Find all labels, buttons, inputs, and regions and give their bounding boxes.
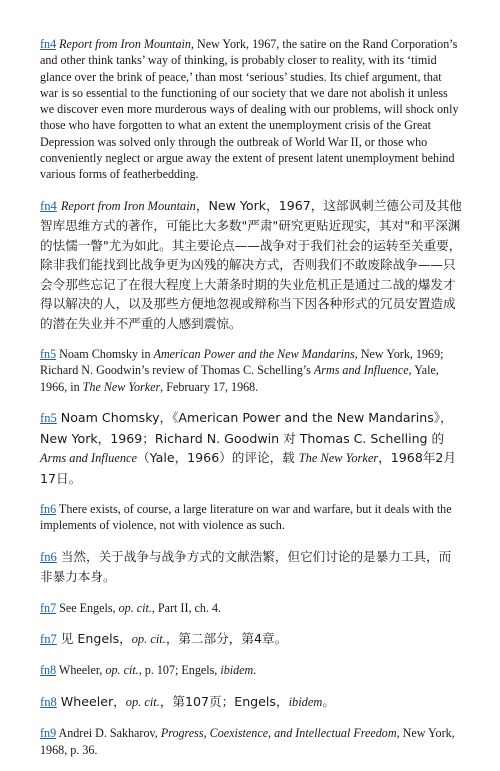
- footnote-text: The New Yorker: [298, 451, 379, 466]
- footnote-text: , p. 107; Engels,: [138, 663, 221, 678]
- footnote-text: Report from Iron Mountain,: [59, 37, 194, 51]
- footnote-link-fn9[interactable]: fn9: [40, 726, 57, 741]
- footnote-fn4-en: [40, 36, 462, 183]
- footnote-text: Report from Iron Mountain: [60, 198, 196, 213]
- footnote-link-fn8[interactable]: fn8: [40, 663, 57, 678]
- footnote-text: American Power and the New Mandarins: [153, 347, 355, 362]
- footnote-link-fn4[interactable]: fn4: [40, 37, 57, 51]
- footnote-text: Arms and Influence: [40, 451, 138, 466]
- footnote-text: ibidem: [220, 663, 254, 678]
- footnote-text: Arms and Influence: [313, 363, 409, 378]
- footnote-text: Noam Chomsky，《American Power and the New Mandarins》，New York，1969；Richard N. Goodwin 对 Thomas C. Schelling 的: [40, 410, 453, 446]
- footnote-text: See Engels,: [56, 600, 119, 615]
- footnote-text: ibidem: [288, 694, 323, 709]
- footnote-fn5-zh: [40, 408, 462, 488]
- footnote-link-fn4[interactable]: fn4: [40, 198, 57, 213]
- footnote-link-fn7[interactable]: fn7: [40, 600, 57, 615]
- footnote-text: The New Yorker: [82, 379, 161, 394]
- footnote-link-fn5[interactable]: fn5: [40, 411, 57, 426]
- footnote-text: ，第107页；Engels，: [159, 693, 289, 709]
- footnote-text: op. cit.: [118, 600, 152, 615]
- footnote-text: Wheeler,: [56, 663, 106, 678]
- footnote-text: Progress, Coexistence, and Intellectual Freedom: [160, 726, 397, 741]
- footnote-fn7-en: [40, 600, 462, 616]
- footnote-link-fn7[interactable]: fn7: [40, 631, 57, 646]
- footnote-text: op. cit.: [125, 694, 160, 709]
- footnote-text: ，第二部分，第4章。: [165, 630, 288, 646]
- footnote-text: Noam Chomsky in: [56, 347, 154, 362]
- footnote-fn8-en: [40, 662, 462, 678]
- footnote-text: , February 17, 1968.: [160, 379, 259, 394]
- footnote-text: .: [253, 663, 257, 678]
- footnote-fn7-zh: [40, 629, 462, 650]
- footnote-text: , New York, 1968, p. 36.: [40, 726, 455, 757]
- footnote-text: There exists, of course, a large literature on war and warfare, but it deals with the implements of violence, not with violence as such.: [40, 502, 452, 533]
- footnotes-page: [40, 36, 462, 771]
- footnote-text: Wheeler，: [56, 693, 126, 709]
- footnote-text: , Part II, ch. 4.: [151, 600, 222, 615]
- footnote-text: 见 Engels，: [56, 630, 132, 646]
- footnote-text: op. cit.: [105, 663, 139, 678]
- footnote-text: ，1968年2月17日。: [40, 450, 457, 486]
- footnote-link-fn6[interactable]: fn6: [40, 502, 57, 517]
- footnote-fn5-en: [40, 346, 462, 395]
- footnote-text: 当然，关于战争与战争方式的文献浩繁，但它们讨论的是暴力工具，而非暴力本身。: [40, 548, 452, 585]
- footnote-fn4-zh: [40, 196, 462, 334]
- footnote-fn6-zh: [40, 547, 462, 587]
- footnote-link-fn8[interactable]: fn8: [40, 694, 57, 709]
- footnote-text: ，New York，1967，这部讽刺兰德公司及其他智库思维方式的著作，可能比大多数"严肃"研究更贴近现实，其对"和平深渊的怯懦一瞥"尤为如此。其主要论点——战争对于我们社会的运转至关重要，除非我们能找到比战争更为凶残的解决方式，否则我们不敢废除战争——只会令那些忘记了在很大程度上大萧条时期的失业危机正是通过二战的爆发才得以解决的人，以及那些方便地忽视或辩称当下因各种形式的冗员安置造成的潜在失业并不严重的人感到震惊。: [40, 197, 462, 331]
- footnote-link-fn6[interactable]: fn6: [40, 549, 57, 564]
- footnote-fn6-en: [40, 501, 462, 534]
- footnote-text: New York, 1967, the satire on the Rand Corporation’s and other think tanks’ way of thinking, is probably closer to reality, with its ‘timid glance over the brink of peace,’ than most ‘serious’ studies. Its chief argument, that war is so essential to the functioning of our society that we dare not abolish it unless we discover even more murderous ways of dealing with our problems, will shock only those who have forgotten to what an extent the unemployment crisis of the Great Depression was solved only through the outbreak of World War II, or those who conveniently neglect or argue away the extent of present latent unemployment behind various forms of featherbedding.: [40, 37, 459, 182]
- footnote-text: , Yale, 1966, in: [40, 363, 439, 394]
- footnote-text: （Yale，1966）的评论，载: [137, 450, 299, 466]
- footnote-text: Andrei D. Sakharov,: [56, 726, 161, 741]
- footnote-text: , New York, 1969; Richard N. Goodwin’s review of Thomas C. Schelling’s: [40, 347, 444, 378]
- footnote-fn9-en: [40, 725, 462, 758]
- footnote-fn8-zh: [40, 692, 462, 713]
- footnote-text: 。: [322, 693, 335, 709]
- footnote-link-fn5[interactable]: fn5: [40, 347, 57, 362]
- footnote-text: op. cit.: [131, 631, 166, 646]
